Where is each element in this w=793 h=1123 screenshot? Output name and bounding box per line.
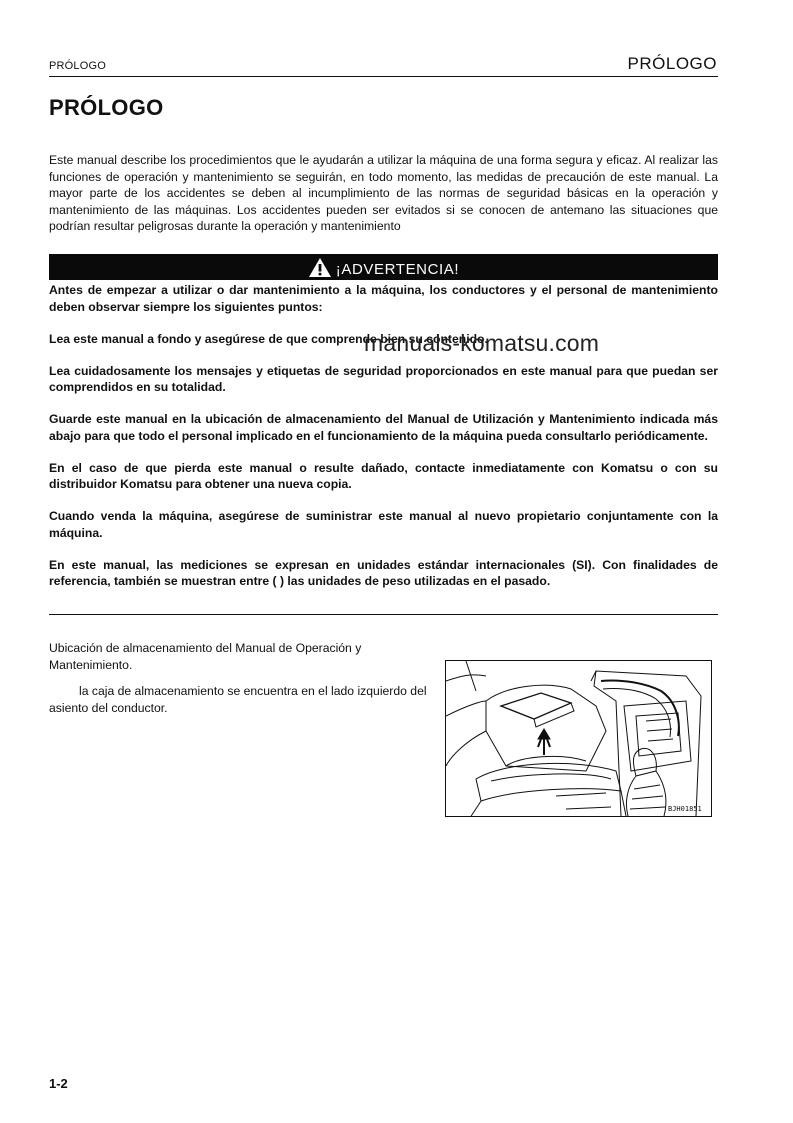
storage-heading: Ubicación de almacenamiento del Manual de Operación y Mantenimiento. [49, 641, 362, 672]
running-header-right: PRÓLOGO [627, 54, 717, 73]
warning-paragraph: Antes de empezar a utilizar o dar mantenimiento a la máquina, los conductores y el personal de mantenimiento deben observar siempre los siguientes puntos: [49, 283, 718, 314]
warning-paragraph: Cuando venda la máquina, asegúrese de suministrar este manual al nuevo propietario conjuntamente con la máquina. [49, 509, 718, 540]
warning-paragraph: Lea este manual a fondo y asegúrese de que comprende bien su contenido. [49, 331, 488, 346]
watermark-text: manuals-komatsu.com [364, 330, 600, 356]
warning-paragraph: En el caso de que pierda este manual o resulte dañado, contacte inmediatamente con Komatsu o con su distribuidor Komatsu para obtener una nueva copia. [49, 460, 718, 491]
warning-paragraph: Lea cuidadosamente los mensajes y etiquetas de seguridad proporcionados en este manual para que puedan ser comprendidos en su totalidad. [49, 363, 718, 394]
warning-paragraph: Guarde este manual en la ubicación de almacenamiento del Manual de Utilización y Mantenimiento indicada más abajo para que todo el personal implicado en el funcionamiento de la máquina pueda consultarlo periódicamente. [49, 412, 718, 443]
warning-label: ¡ADVERTENCIA! [335, 261, 460, 278]
storage-location-figure [445, 660, 712, 817]
page-title: PRÓLOGO [49, 95, 164, 120]
storage-text: la caja de almacenamiento se encuentra en el lado izquierdo del asiento del conductor. [49, 684, 427, 715]
page-number: 1-2 [49, 1076, 68, 1091]
warning-end-rule [49, 614, 718, 615]
running-header-left: PRÓLOGO [49, 60, 107, 72]
figure-code: BJH01851 [668, 805, 702, 813]
intro-paragraph: Este manual describe los procedimientos que le ayudarán a utilizar la máquina de una forma segura y eficaz. Al realizar las funciones de operación y mantenimiento se seguirán, en todo momento, las medidas de precaución de este manual. La mayor parte de los accidentes se deben al incumplimiento de las normas de seguridad básicas en la operación y mantenimiento de las máquinas. Los accidentes pueden ser evitados si se conocen de antemano las situaciones que podrían resultar peligrosas durante la operación y mantenimiento [49, 153, 718, 233]
cab-interior-illustration [446, 661, 711, 816]
warning-triangle-icon [308, 257, 332, 278]
warning-banner [49, 254, 718, 280]
header-divider [49, 76, 718, 77]
warning-paragraph: En este manual, las mediciones se expresan en unidades estándar internacionales (SI). Con finalidades de referencia, también se muestran entre ( ) las unidades de peso utilizadas en el pasado. [49, 557, 718, 588]
